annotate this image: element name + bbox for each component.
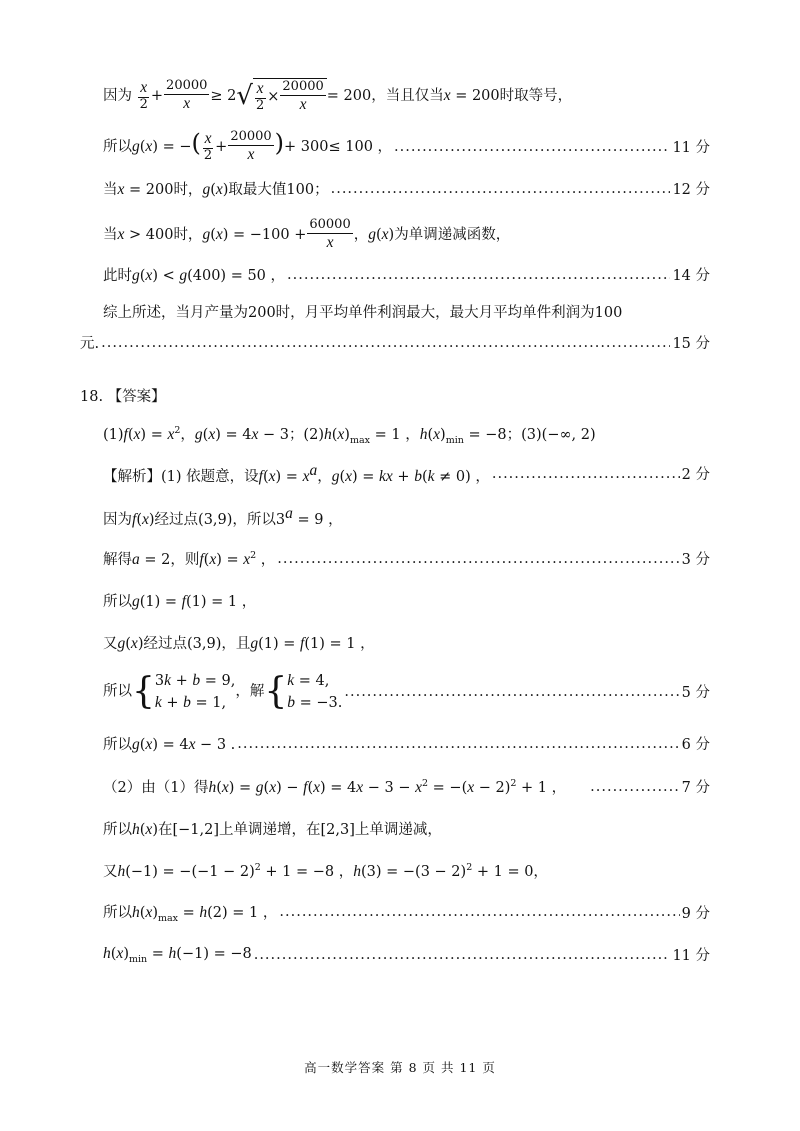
page-footer: 高一数学答案 第 8 页 共 11 页 [304, 1060, 496, 1075]
leader-dots [254, 947, 671, 963]
line-3: 当x = 200时，g(x)取最大值100； ..... 12 分 [103, 178, 710, 199]
line-7: 元. ..... 15 分 [80, 332, 710, 353]
leader-dots [277, 551, 679, 567]
leader-dots [279, 904, 679, 920]
step-line-system: 所以 { 3k + b = 9, k + b = 1, ，解 { k = 4, b = −3. ..... 5 分 [103, 670, 710, 713]
score-label: 2 分 [681, 467, 710, 484]
step-line: 所以g(1) = f(1) = 1 ， [103, 593, 257, 610]
leader-dots [101, 335, 670, 351]
score-label: 7 分 [681, 780, 710, 796]
question-18-heading: 18. 【答案】 [80, 389, 166, 405]
line-4: 当x > 400时，g(x) = −100 + $\frac{60000}{x}$ ，g(x)为单调递减函数， [103, 217, 511, 251]
score-label: 5 分 [681, 685, 710, 702]
leader-dots [394, 139, 670, 155]
leader-dots [331, 181, 671, 197]
score-label: 12 分 [672, 182, 710, 198]
score-label: 9 分 [681, 905, 710, 922]
score-label: 11 分 [672, 140, 710, 157]
step-line: （2）由（1）得$h(x) = g(x) - f(x) = 4x - 3 - x^2 = -(x - 2)^2 + 1$ ， ..... 7 分 [103, 776, 710, 797]
step-line: 又$h(-1) = -(-1 - 2)^2 + 1 = -8$ ，$h(3) = -(3 - 2)^2 + 1 = 0$， [103, 862, 548, 880]
leader-dots [590, 779, 680, 795]
score-label: 3 分 [681, 552, 710, 568]
score-label: 14 分 [672, 268, 710, 284]
step-line: 所以g(x) = 4x − 3 . ..... 6 分 [103, 733, 710, 754]
score-label: 6 分 [681, 737, 710, 753]
step-line: 又g(x)经过点(3,9)，且g(1) = f(1) = 1 ， [103, 635, 375, 652]
line-2: 所以g(x) = −( $\frac{x}{2}$ + $\frac{20000}{x}$ )+ 300≤ 100 ， ..... 11 分 [103, 130, 710, 164]
score-label: 11 分 [672, 948, 710, 964]
step-line: 所以$h(x)_{max} = h(2) = 1$ ， ..... 9 分 [103, 901, 710, 924]
line-1: 因为 $\frac{x}{2}$ + $\frac{20000}{x}$ ≥ 2 √ $\frac{x}{2}$ × $\frac{20000}{x}$ = 200，当且仅当x = 200时取等号， [103, 78, 573, 113]
step-line: $h(x)_{min} = h(-1) = -8$ ..... 11 分 [103, 944, 710, 965]
answer-line: $(1)f(x) = x^2$，g(x) = 4x − 3；$(2)h(x)_{max} = 1$ ，$h(x)_{min} = -8$；(3)(−∞, 2) [103, 425, 596, 446]
score-label: 15 分 [672, 336, 710, 352]
step-line: 所以h(x)在[−1,2]上单调递增，在[2,3]上单调递减， [103, 821, 442, 838]
leader-dots [237, 736, 679, 752]
leader-dots [344, 684, 679, 700]
leader-dots [492, 466, 680, 482]
line-6: 综上所述，当月产量为200时，月平均单件利润最大，最大月平均单件利润为100 [103, 305, 623, 321]
step-line: 解得a = 2，则$f(x) = x^2$ ， ..... 3 分 [103, 548, 710, 569]
line-5: 此时g(x) < g(400) = 50 ， ..... 14 分 [103, 264, 710, 285]
analysis-line: 【解析】(1) 依题意，设$f(x) = x^a$，g(x) = kx + b(k ≠ 0) ， ..... 2 分 [103, 462, 710, 486]
step-line: 因为f(x)经过点(3,9)，所以$3^a = 9$ ， [103, 505, 343, 528]
leader-dots [287, 267, 670, 283]
